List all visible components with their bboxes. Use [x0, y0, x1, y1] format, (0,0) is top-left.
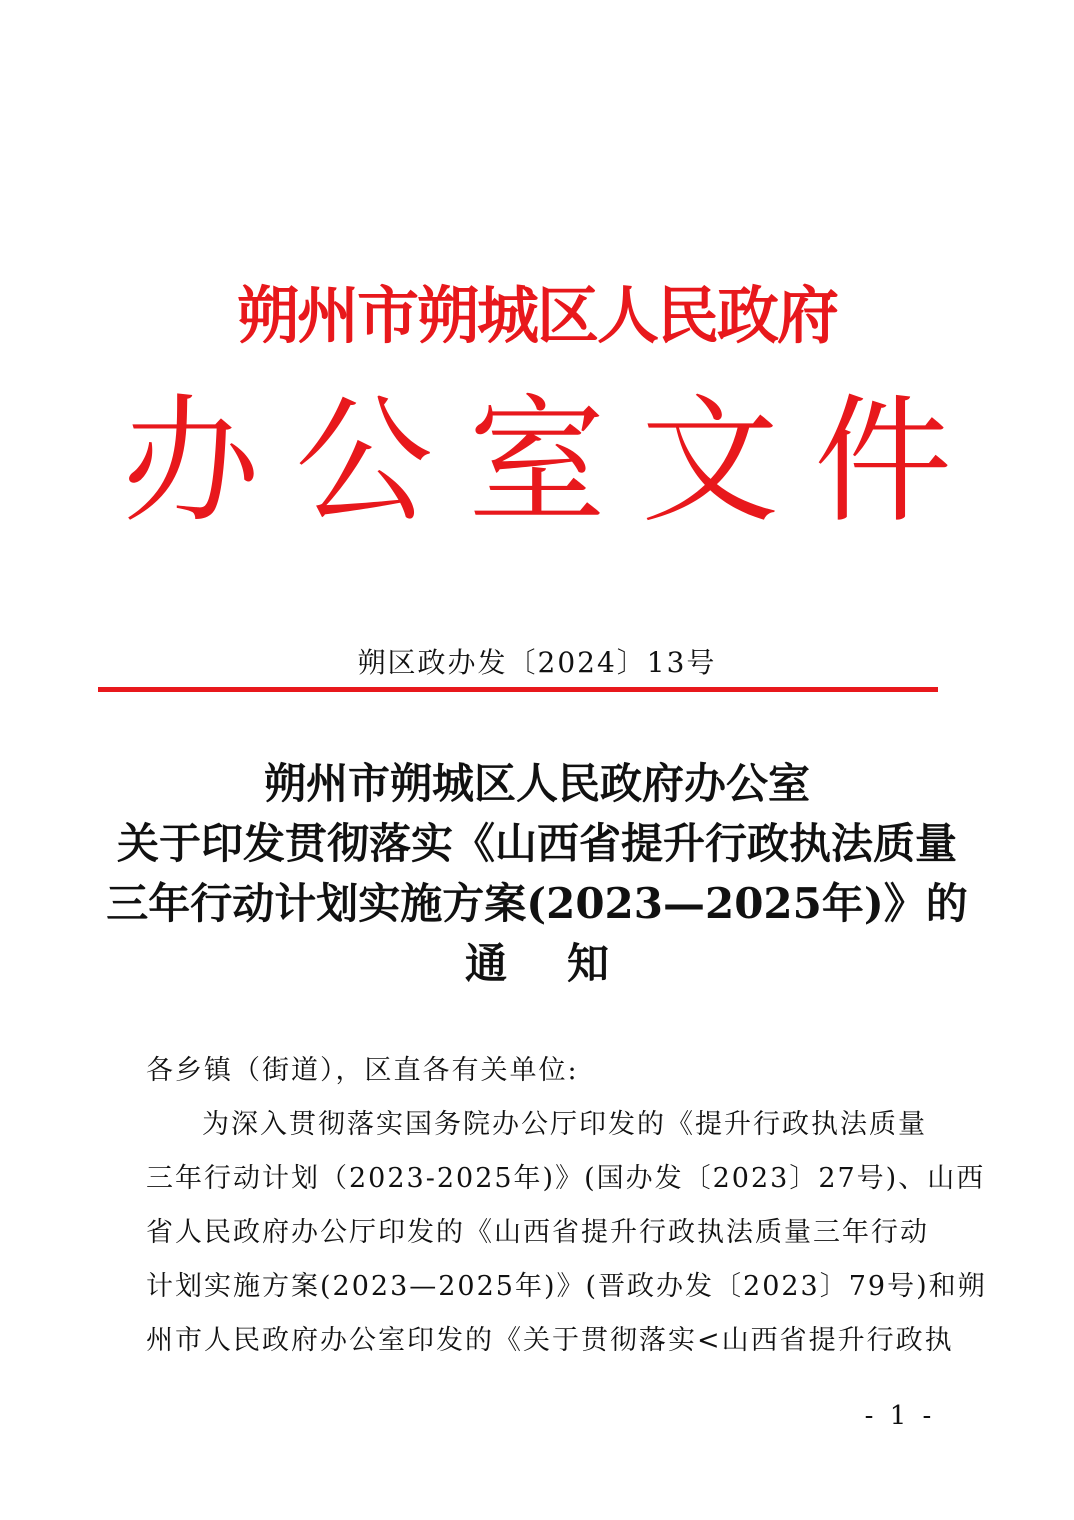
document-type-header: 办公室文件 [121, 381, 987, 542]
title-line-2: 关于印发贯彻落实《山西省提升行政执法质量 [116, 819, 957, 868]
body-line: 省人民政府办公厅印发的《山西省提升行政执法质量三年行动 [146, 1217, 929, 1248]
document-body [146, 1044, 987, 1368]
title-line-4: 通知 [464, 939, 669, 988]
body-line: 州市人民政府办公室印发的《关于贯彻落实<山西省提升行政执 [146, 1325, 954, 1356]
title-line-3: 三年行动计划实施方案(2023—2025年)》的 [106, 879, 968, 928]
addressee: 各乡镇（街道），区直各有关单位: [146, 1055, 579, 1086]
document-title [0, 754, 1074, 994]
title-line-1: 朔州市朔城区人民政府办公室 [263, 759, 810, 808]
page-number: - 1 - [864, 1401, 936, 1431]
body-line: 为深入贯彻落实国务院办公厅印发的《提升行政执法质量 [202, 1109, 927, 1140]
document-number: 朔区政办发〔2024〕13号 [357, 646, 717, 679]
issuing-authority-header: 朔州市朔城区人民政府 [236, 279, 837, 352]
body-line: 三年行动计划（2023-2025年)》(国办发〔2023〕27号)、山西 [146, 1163, 986, 1194]
body-line: 计划实施方案(2023—2025年)》(晋政办发〔2023〕79号)和朔 [146, 1271, 987, 1302]
red-separator-line [98, 687, 938, 692]
